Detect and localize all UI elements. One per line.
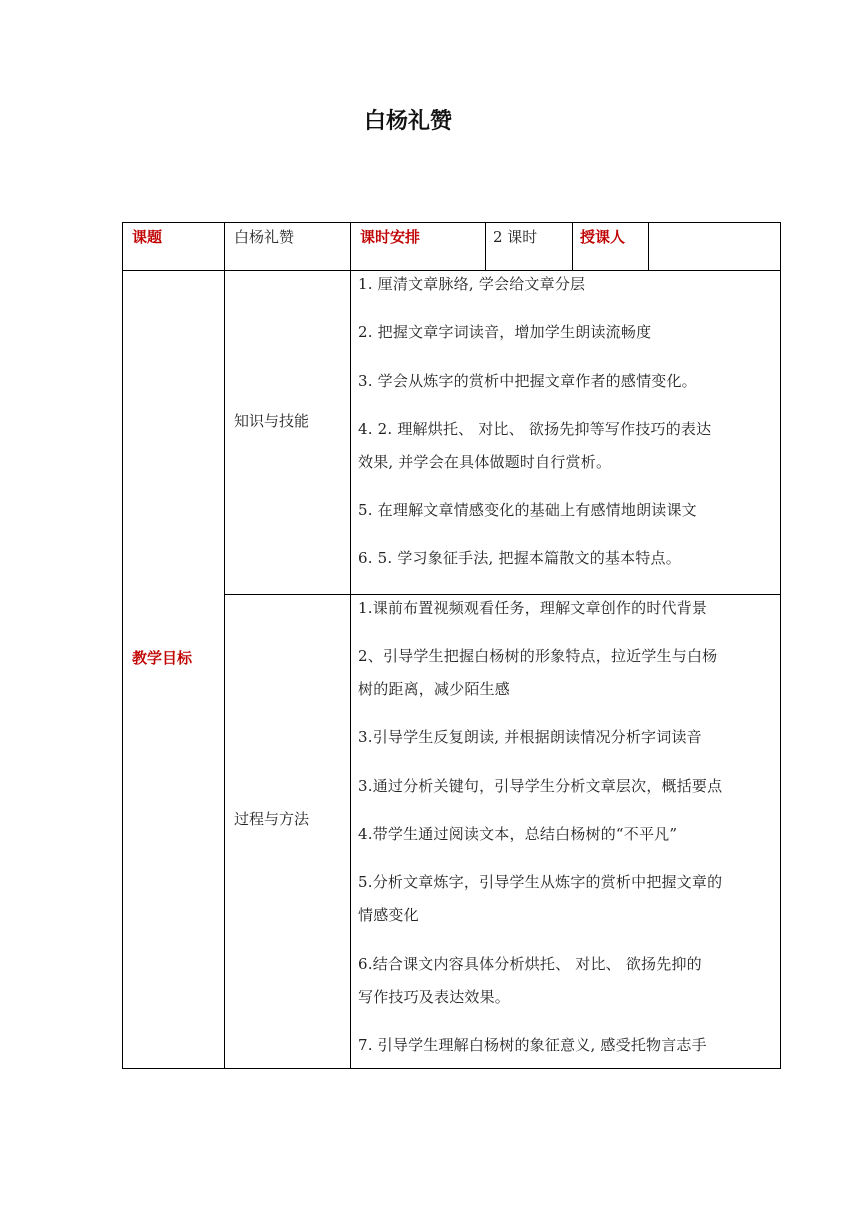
topic-value: 白杨礼赞	[234, 228, 295, 246]
knowledge-item: 效果, 并学会在具体做题时自行赏析。	[358, 453, 612, 471]
table-col-rule-5	[648, 222, 649, 271]
table-border-right	[780, 222, 781, 1069]
teacher-label: 授课人	[580, 228, 626, 246]
knowledge-item: 1. 厘清文章脉络, 学会给文章分层	[358, 275, 586, 293]
process-item: 情感变化	[358, 906, 419, 924]
process-item: 6.结合课文内容具体分析烘托、 对比、 欲扬先抑的	[358, 955, 702, 973]
process-item: 写作技巧及表达效果。	[358, 988, 511, 1006]
table-col-rule-2	[350, 222, 351, 1069]
schedule-label: 课时安排	[360, 228, 421, 246]
schedule-value: 2 课时	[493, 228, 538, 246]
table-border-left	[122, 222, 123, 1069]
process-item: 7. 引导学生理解白杨树的象征意义, 感受托物言志手	[358, 1036, 707, 1054]
table-border-bottom	[122, 1068, 781, 1069]
document-title: 白杨礼赞	[363, 109, 452, 134]
table-col-rule-3	[485, 222, 486, 271]
process-item: 3.引导学生反复朗读, 并根据朗读情况分析字词读音	[358, 728, 702, 746]
topic-label: 课题	[132, 228, 163, 246]
table-col-rule-1	[224, 222, 225, 1069]
process-item: 5.分析文章炼字，引导学生从炼字的赏析中把握文章的	[358, 873, 723, 891]
knowledge-item: 6. 5. 学习象征手法, 把握本篇散文的基本特点。	[358, 549, 681, 567]
teaching-goals-label: 教学目标	[132, 649, 193, 667]
process-item: 1.课前布置视频观看任务，理解文章创作的时代背景	[358, 599, 708, 617]
process-item: 3.通过分析关键句，引导学生分析文章层次，概括要点	[358, 777, 723, 795]
knowledge-item: 4. 2. 理解烘托、 对比、 欲扬先抑等写作技巧的表达	[358, 420, 712, 438]
table-border-top	[122, 222, 781, 223]
process-item: 2、引导学生把握白杨树的形象特点，拉近学生与白杨	[358, 647, 718, 665]
knowledge-item: 5. 在理解文章情感变化的基础上有感情地朗读课文	[358, 501, 697, 519]
process-item: 树的距离，减少陌生感	[358, 680, 511, 698]
process-item: 4.带学生通过阅读文本，总结白杨树的“不平凡”	[358, 825, 678, 843]
section-label-process: 过程与方法	[234, 810, 310, 828]
knowledge-item: 2. 把握文章字词读音，增加学生朗读流畅度	[358, 323, 652, 341]
knowledge-item: 3. 学会从炼字的赏析中把握文章作者的感情变化。	[358, 372, 697, 390]
table-col-rule-4	[572, 222, 573, 271]
section-label-knowledge: 知识与技能	[234, 412, 310, 430]
